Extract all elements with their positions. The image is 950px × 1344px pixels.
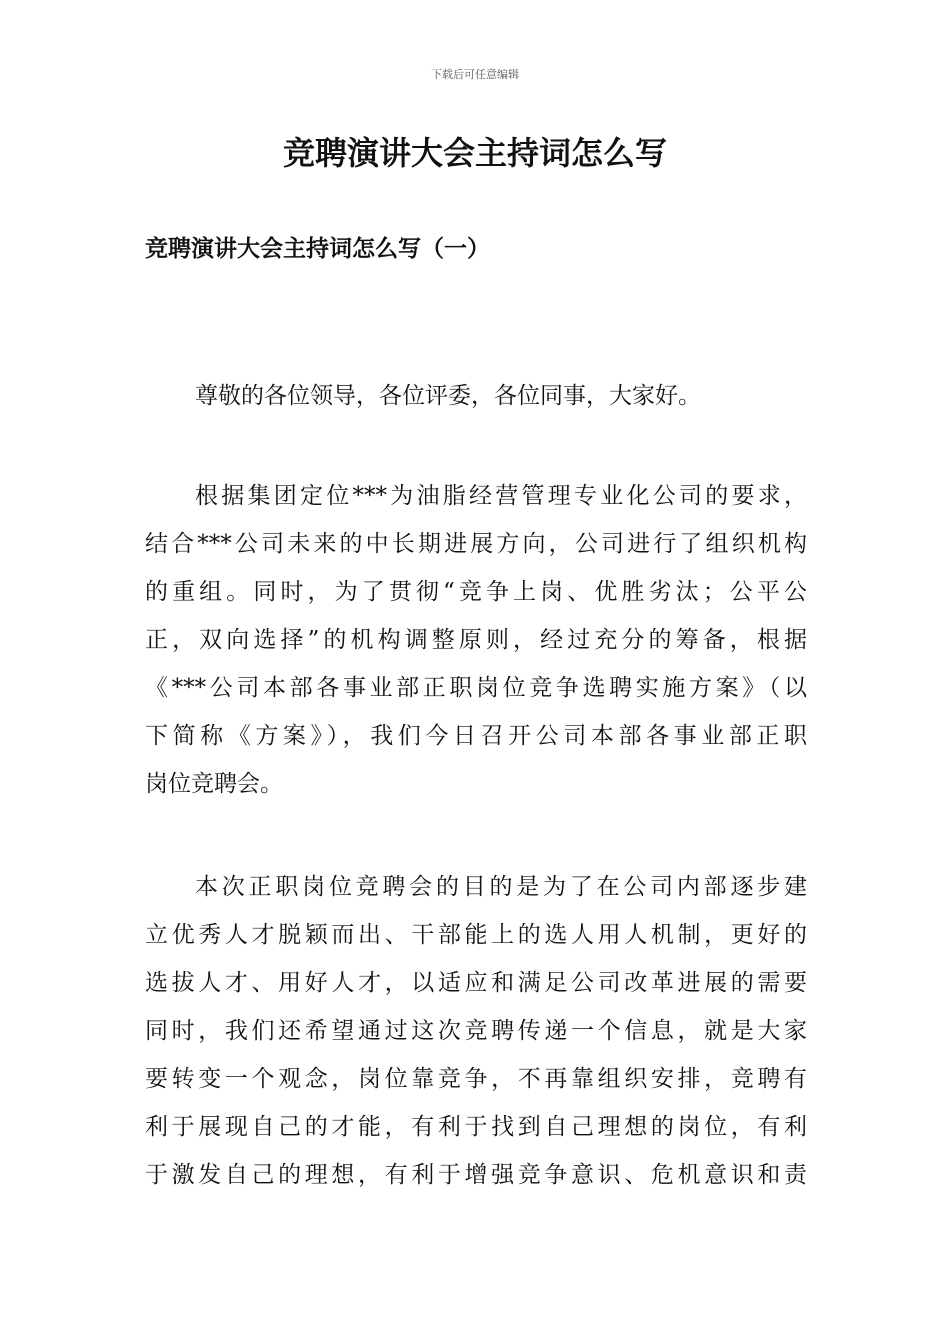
paragraph-line: 立优秀人才脱颖而出、干部能上的选人用人机制，更好的 <box>145 922 807 948</box>
paragraph-line: 本次正职岗位竞聘会的目的是为了在公司内部逐步建 <box>195 874 807 900</box>
paragraph-line: 选拔人才、用好人才，以适应和满足公司改革进展的需要 <box>145 970 807 996</box>
paragraph-line: 同时，我们还希望通过这次竞聘传递一个信息，就是大家 <box>145 1018 807 1044</box>
paragraph-background <box>145 472 807 808</box>
paragraph-line: 《***公司本部各事业部正职岗位竞争选聘实施方案》（以 <box>145 675 807 701</box>
paragraph-line: 尊敬的各位领导，各位评委，各位同事，大家好。 <box>195 383 701 409</box>
header-note: 下载后可任意编辑 <box>431 68 519 81</box>
paragraph-line: 下简称《方案》），我们今日召开公司本部各事业部正职 <box>145 723 807 749</box>
paragraph-line: 的重组。同时，为了贯彻“竞争上岗、优胜劣汰；公平公 <box>145 579 807 605</box>
section-heading: 竞聘演讲大会主持词怎么写（一） <box>145 235 490 262</box>
document-title: 竞聘演讲大会主持词怎么写 <box>282 134 667 172</box>
paragraph-line: 于激发自己的理想，有利于增强竞争意识、危机意识和责 <box>145 1162 807 1188</box>
paragraph-line: 正，双向选择”的机构调整原则，经过充分的筹备，根据 <box>145 627 807 653</box>
paragraph-line: 岗位竞聘会。 <box>145 771 283 797</box>
paragraph-line: 利于展现自己的才能，有利于找到自己理想的岗位，有利 <box>145 1114 807 1140</box>
paragraph-line: 要转变一个观念，岗位靠竞争，不再靠组织安排，竞聘有 <box>145 1066 807 1092</box>
paragraph-purpose <box>145 863 807 1199</box>
paragraph-line: 根据集团定位***为油脂经营管理专业化公司的要求， <box>195 483 807 509</box>
paragraph-line: 结合***公司未来的中长期进展方向，公司进行了组织机构 <box>145 531 807 557</box>
paragraph-greeting <box>145 372 807 420</box>
